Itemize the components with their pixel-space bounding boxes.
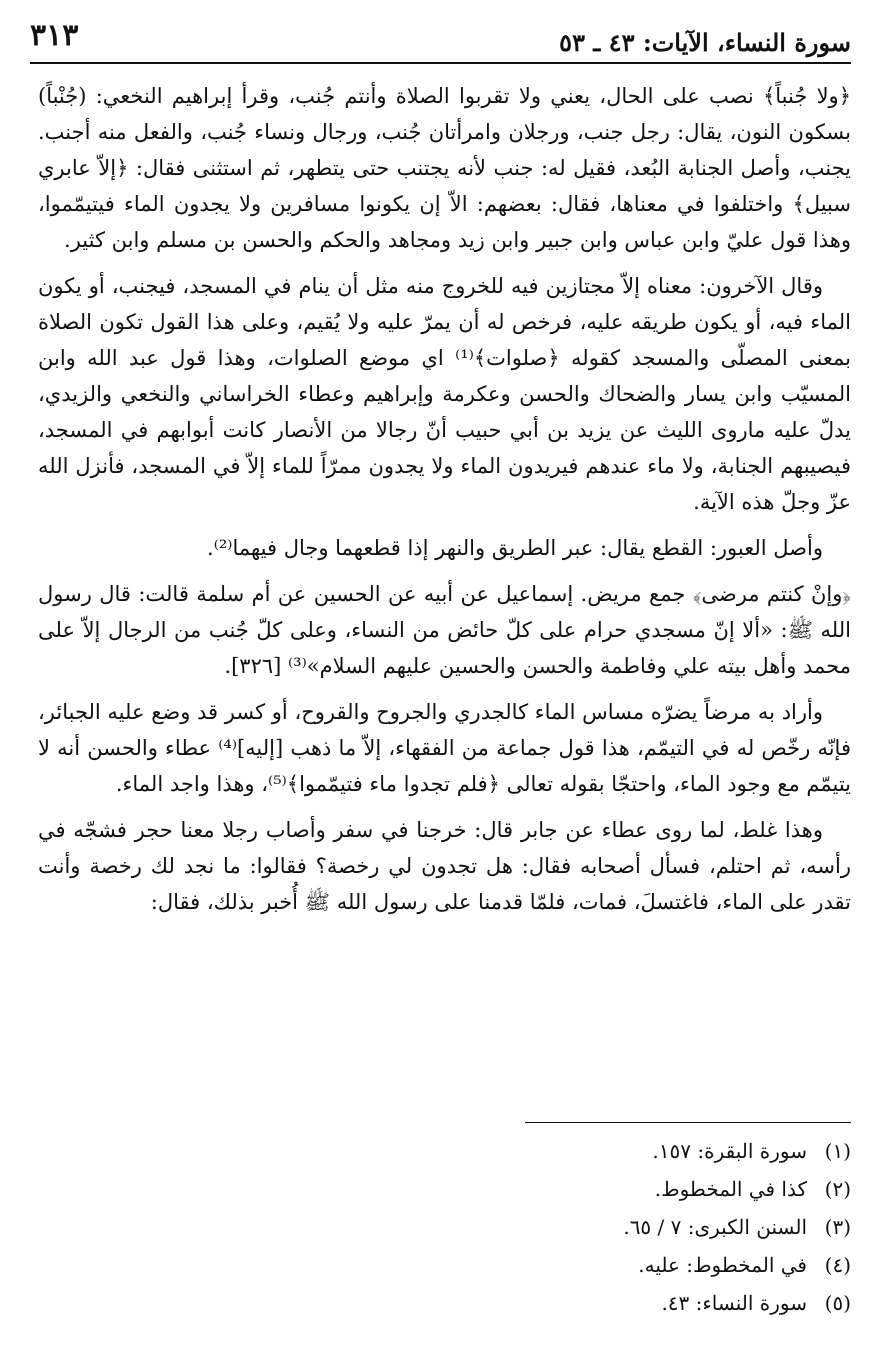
footnote-number: (٤) — [824, 1253, 851, 1277]
page-header — [30, 8, 851, 58]
footnote — [300, 1284, 851, 1322]
main-text — [38, 78, 851, 930]
footnote — [300, 1132, 851, 1170]
footnote-number: (٥) — [824, 1291, 851, 1315]
running-title: سورة النساء، الآيات: ٤٣ ـ ٥٣ — [559, 28, 851, 57]
footnote-text: سورة البقرة: ١٥٧. — [652, 1139, 807, 1163]
footnotes — [300, 1132, 851, 1322]
footnote-text: سورة النساء: ٤٣. — [661, 1291, 807, 1315]
footnote-number: (٣) — [824, 1215, 851, 1239]
paragraph: ﴿وإنْ كنتم مرضى﴾ جمع مريض. إسماعيل عن أبيه عن الحسين عن أم سلمة قالت: قال رسول الله ﷺ: «ألا إنّ مسجدي حرام على كلّ حائض من النساء، وعلى كلّ جُنب من الرجال إلاّ على محمد وأهل بيته علي وفاطمة والحسن والحسين عليهم السلام»⁽³⁾ [٣٢٦]. — [38, 582, 851, 678]
paragraph: وأصل العبور: القطع يقال: عبر الطريق والنهر إذا قطعهما وجال فيهما⁽²⁾. — [207, 536, 823, 560]
paragraph: وأراد به مرضاً يضرّه مساس الماء كالجدري والجروح والقروح، أو كسر قد وضع عليه الجبائر، فإنّه رخّص له في التيمّم، هذا قول جماعة من الفقهاء، إلاّ ما ذهب [إليه]⁽⁴⁾ عطاء والحسن أنه لا يتيمّم مع وجود الماء، واحتجّا بقوله تعالى ﴿فلم تجدوا ماء فتيمّموا﴾⁽⁵⁾، وهذا واجد الماء. — [38, 700, 851, 796]
page-number: ٣١٣ — [30, 18, 79, 53]
footnote — [300, 1208, 851, 1246]
footnote-number: (١) — [824, 1139, 851, 1163]
paragraph: ﴿ولا جُنباً﴾ نصب على الحال، يعني ولا تقربوا الصلاة وأنتم جُنب، وقرأ إبراهيم النخعي: (جُنْباً) بسكون النون، يقال: رجل جنب، ورجلان وامرأتان جُنب، ورجال ونساء جُنب، والفعل منه أجنب. يجنب، وأصل الجنابة البُعد، فقيل له: جنب لأنه يجتنب حتى يتطهر، ثم استثنى فقال: ﴿إلاّ عابري سبيل﴾ واختلفوا في معناها، فقال: بعضهم: الاّ إن يكونوا مسافرين ولا يجدون الماء فيتيمّموا، وهذا قول عليّ وابن عباس وابن جبير وابن زيد ومجاهد والحكم والحسن بن مسلم وابن كثير. — [38, 84, 851, 252]
footnote-rule — [525, 1122, 851, 1123]
paragraph: وقال الآخرون: معناه إلاّ مجتازين فيه للخروج منه مثل أن ينام في المسجد، فيجنب، أو يكون الماء فيه، أو يكون طريقه عليه، فرخص له أن يمرّ عليه ولا يُقيم، وعلى هذا القول تكون الصلاة بمعنى المصلّى والمسجد كقوله ﴿صلوات﴾⁽¹⁾ اي موضع الصلوات، وهذا قول عبد الله وابن المسيّب وابن يسار والضحاك والحسن وعكرمة وإبراهيم وعطاء الخراساني والنخعي والزيدي، يدلّ عليه ماروى الليث عن يزيد بن أبي حبيب أنّ رجالا من الأنصار كانت أبوابهم في المسجد، فيصيبهم الجنابة، ولا ماء عندهم فيريدون الماء ولا يجدون ممرّاً للماء إلاّ في المسجد، فأنزل الله عزّ وجلّ هذه الآية. — [38, 274, 852, 514]
footnote-number: (٢) — [824, 1177, 851, 1201]
footnote-text: كذا في المخطوط. — [654, 1177, 807, 1201]
footnote-text: في المخطوط: عليه. — [638, 1253, 807, 1277]
footnote — [300, 1246, 851, 1284]
paragraph: وهذا غلط، لما روى عطاء عن جابر قال: خرجنا في سفر وأصاب رجلا معنا حجر فشجّه في رأسه، ثم احتلم، فسأل أصحابه فقال: هل تجدون لي رخصة؟ فقالوا: ما نجد لك رخصة وأنت تقدر على الماء، فاغتسلَ، فمات، فلمّا قدمنا على رسول الله ﷺ أُخبر بذلك، فقال: — [38, 818, 851, 914]
footnote — [300, 1170, 851, 1208]
footnote-text: السنن الكبرى: ٧ / ٦٥. — [623, 1215, 807, 1239]
header-rule — [30, 62, 851, 64]
